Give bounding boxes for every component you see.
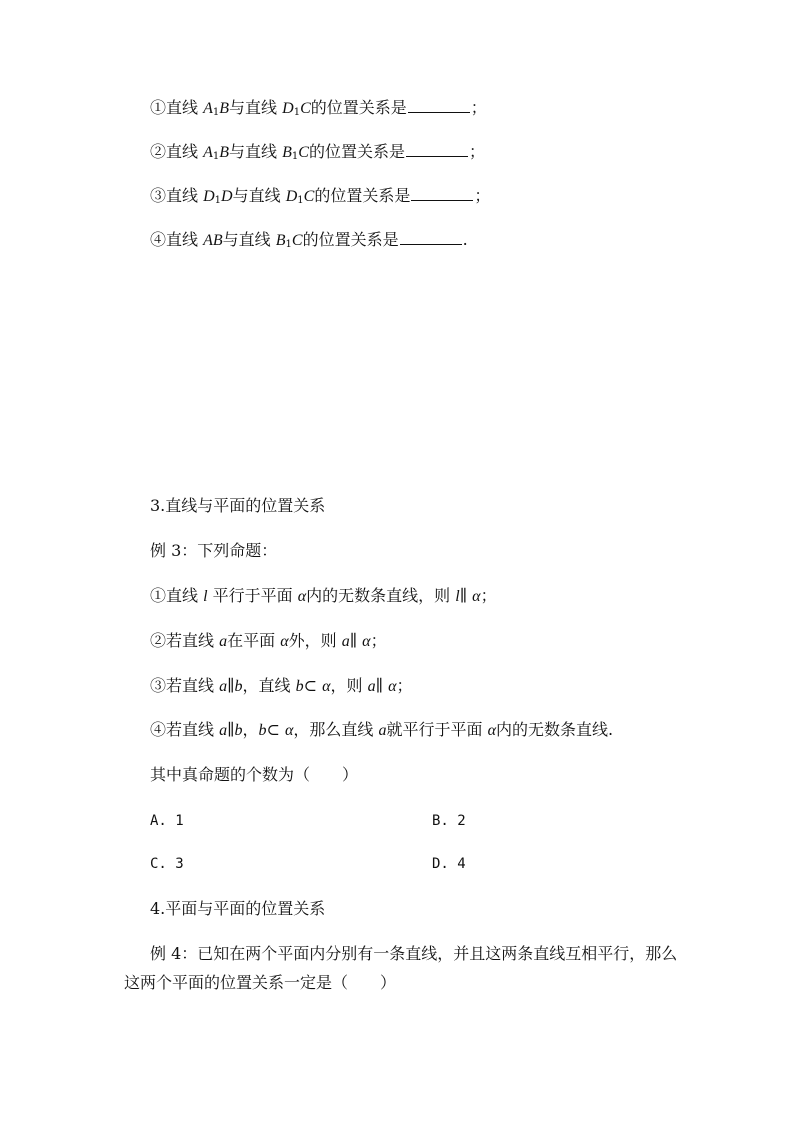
text: 与直线: [229, 142, 283, 161]
text: 直线: [166, 230, 204, 249]
text: ，直线: [242, 676, 296, 695]
item-2: [150, 141, 485, 168]
option-a[interactable]: A. 1: [150, 813, 184, 829]
item-1: [150, 97, 487, 124]
text: 与直线: [232, 186, 286, 205]
plane-symbol: α: [362, 633, 371, 650]
subscript: 1: [297, 195, 304, 206]
plane-symbol: α: [487, 722, 496, 739]
line-label: AB: [203, 232, 223, 249]
item-3: [150, 185, 490, 212]
item-number: ②: [150, 142, 167, 161]
variable: a: [341, 633, 350, 650]
example-4-line-1: 例 4：已知在两个平面内分别有一条直线，并且这两条直线互相平行，那么: [150, 944, 678, 963]
subset-symbol: ⊂: [266, 720, 285, 739]
text: 在平面: [227, 631, 281, 650]
text: 直线: [166, 98, 204, 117]
text: 内的无数条直线.: [496, 720, 614, 739]
proposition-4: [150, 719, 613, 742]
punct: .: [462, 230, 468, 249]
parallel-symbol: ∥: [375, 676, 389, 695]
line-label: C: [298, 144, 309, 161]
punct: ；: [480, 586, 497, 605]
subscript: 1: [212, 151, 220, 162]
option-b[interactable]: B. 2: [432, 813, 466, 829]
example-4-line-2: 这两个平面的位置关系一定是（ ）: [124, 973, 397, 992]
variable: a: [219, 633, 228, 650]
item-number: ①: [150, 98, 167, 117]
punct: ；: [396, 676, 413, 695]
line-label: D: [221, 188, 233, 205]
parallel-symbol: ∥: [227, 720, 235, 739]
parallel-symbol: ∥: [349, 631, 363, 650]
answer-blank[interactable]: [400, 229, 462, 245]
item-4: [150, 229, 468, 256]
line-label: A: [203, 100, 213, 117]
line-label: B: [275, 232, 286, 249]
line-label: C: [303, 188, 315, 205]
option-c[interactable]: C. 3: [150, 856, 184, 872]
line-label: B: [282, 144, 292, 161]
punct: ；: [470, 98, 487, 117]
text: ③若直线: [150, 676, 220, 695]
text: 内的无数条直线，则: [306, 586, 456, 605]
text: 的位置关系是: [308, 142, 405, 161]
plane-symbol: α: [297, 588, 307, 605]
line-label: D: [282, 100, 294, 117]
question-text: 其中真命题的个数为（ ）: [150, 765, 359, 784]
subscript: 1: [291, 151, 299, 162]
proposition-2: [150, 630, 387, 653]
punct: ；: [474, 186, 491, 205]
text: ，则: [330, 676, 368, 695]
text: ①直线: [150, 586, 204, 605]
subscript: 1: [212, 107, 220, 118]
variable: b: [258, 722, 267, 739]
text: 的位置关系是: [310, 98, 407, 117]
text: ，那么直线: [293, 720, 379, 739]
text: 的位置关系是: [314, 186, 411, 205]
plane-symbol: α: [388, 678, 397, 695]
line-label: A: [203, 144, 213, 161]
answer-blank[interactable]: [408, 97, 470, 113]
punct: ；: [370, 631, 387, 650]
text: 平行于平面: [207, 586, 298, 605]
plane-symbol: α: [322, 678, 331, 695]
variable: l: [455, 588, 460, 605]
subscript: 1: [285, 239, 292, 250]
text: 与直线: [229, 98, 283, 117]
item-number: ③: [150, 186, 167, 205]
text: 与直线: [222, 230, 276, 249]
example-3-label: 例 3：下列命题：: [150, 541, 278, 560]
punct: ；: [468, 142, 485, 161]
parallel-symbol: ∥: [459, 586, 473, 605]
parallel-symbol: ∥: [227, 676, 235, 695]
text: 的位置关系是: [302, 230, 399, 249]
item-number: ④: [150, 230, 167, 249]
plane-symbol: α: [280, 633, 289, 650]
text: ，: [242, 720, 259, 739]
text: ②若直线: [150, 631, 220, 650]
text: 直线: [166, 186, 204, 205]
text: 就平行于平面: [386, 720, 488, 739]
variable: a: [378, 722, 387, 739]
section-4-heading: 4.平面与平面的位置关系: [150, 899, 326, 918]
proposition-3: [150, 675, 412, 698]
line-label: C: [291, 232, 303, 249]
text: 直线: [166, 142, 204, 161]
variable: a: [219, 722, 228, 739]
subscript: 1: [293, 107, 301, 118]
answer-blank[interactable]: [406, 141, 468, 157]
variable: b: [295, 678, 304, 695]
variable: a: [367, 678, 376, 695]
answer-blank[interactable]: [411, 185, 473, 201]
option-d[interactable]: D. 4: [432, 856, 466, 872]
line-label: D: [285, 188, 298, 205]
variable: b: [234, 722, 243, 739]
variable: b: [234, 678, 243, 695]
line-label: B: [219, 144, 230, 161]
text: 外，则: [288, 631, 342, 650]
variable: a: [219, 678, 228, 695]
text: ④若直线: [150, 720, 220, 739]
subscript: 1: [214, 195, 222, 206]
plane-symbol: α: [472, 588, 481, 605]
line-label: D: [203, 188, 215, 205]
subset-symbol: ⊂: [303, 676, 323, 695]
line-label: B: [219, 100, 230, 117]
proposition-1: [150, 585, 497, 608]
line-label: C: [300, 100, 311, 117]
section-3-heading: 3.直线与平面的位置关系: [150, 496, 326, 515]
variable: l: [203, 588, 208, 605]
plane-symbol: α: [285, 722, 294, 739]
